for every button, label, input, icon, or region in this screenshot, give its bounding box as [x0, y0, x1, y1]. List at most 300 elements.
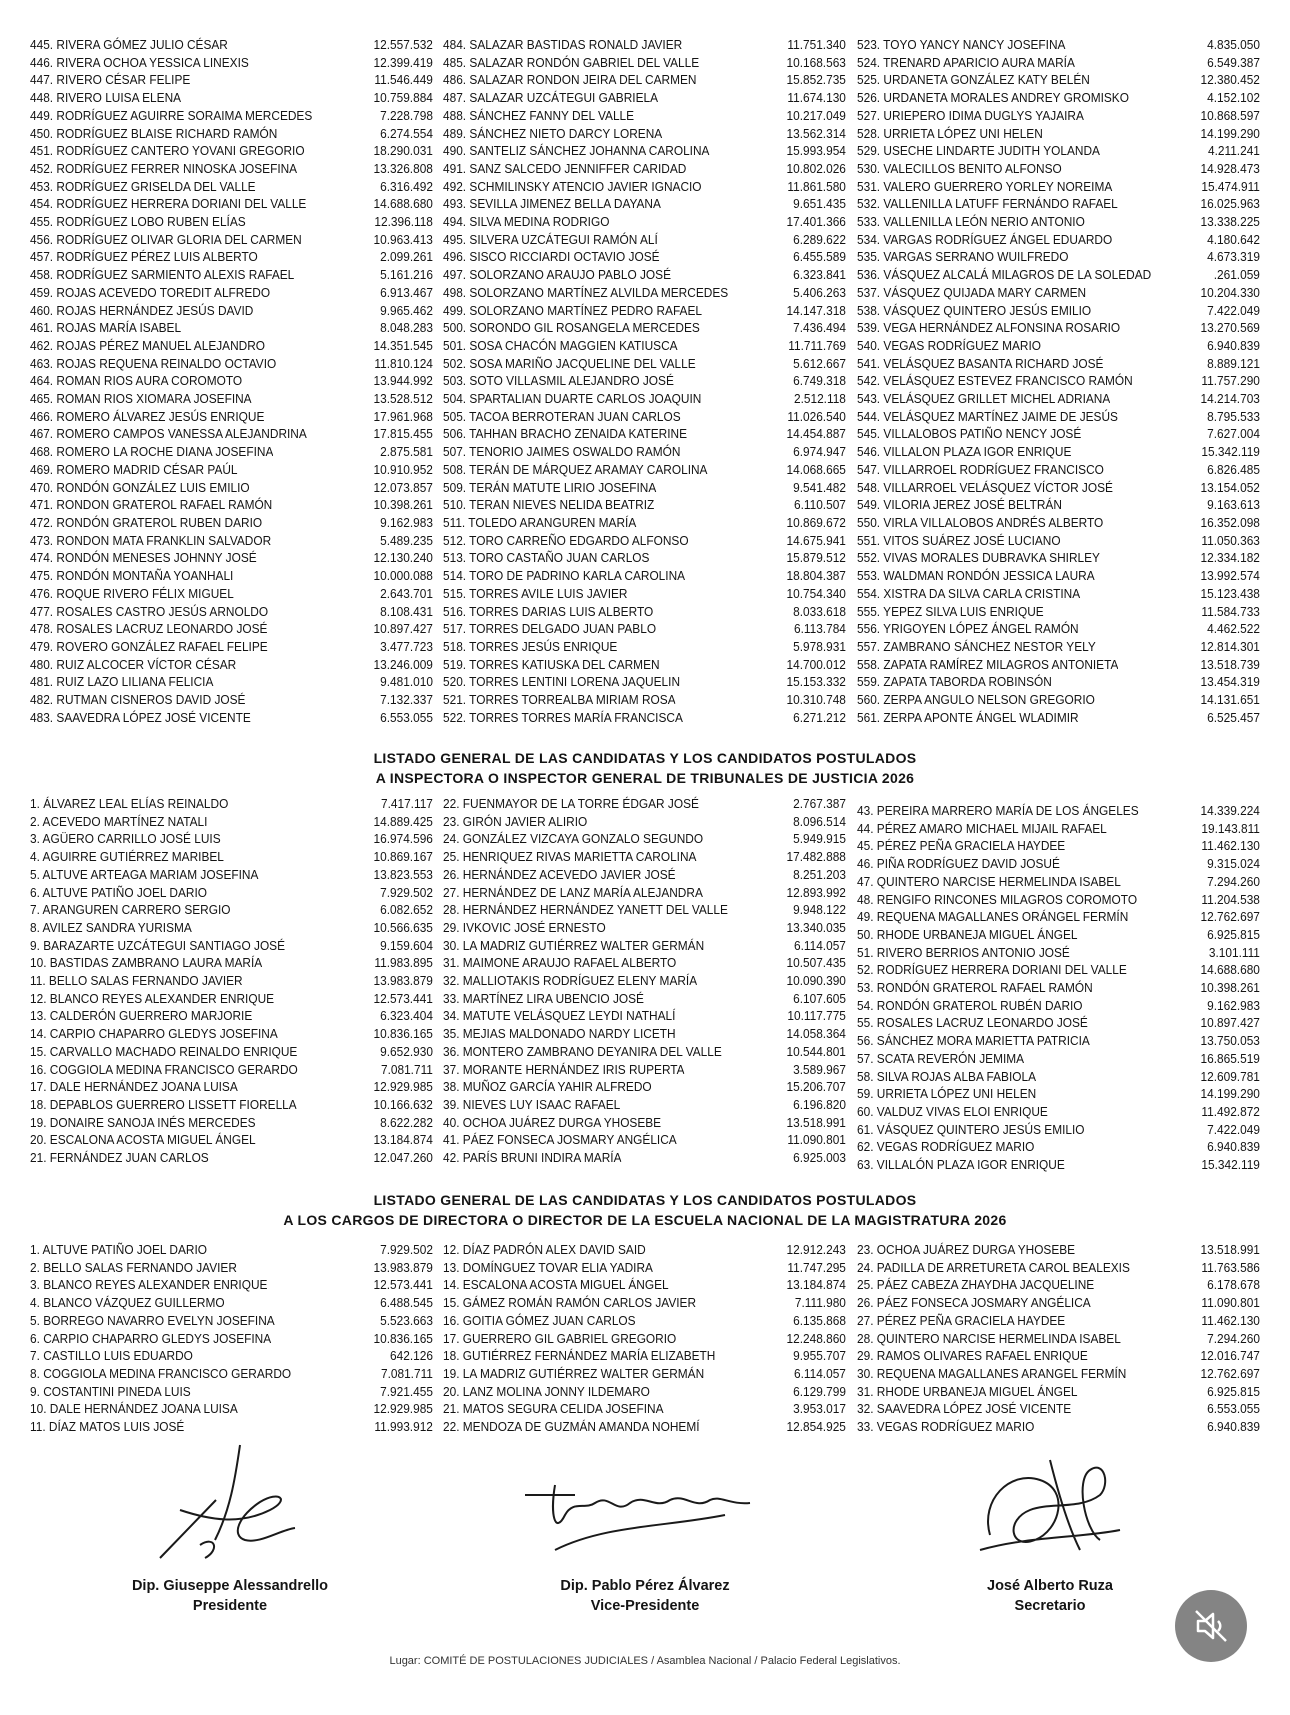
candidate-id-number: 6.196.820 — [793, 1096, 847, 1112]
candidate-id-number: 12.929.985 — [373, 1401, 433, 1417]
list-column-3 — [857, 36, 1260, 726]
candidate-name: 32. SAAVEDRA LÓPEZ JOSÉ VICENTE — [856, 1401, 1071, 1417]
candidate-name: 15. CARVALLO MACHADO REINALDO ENRIQUE — [30, 1043, 298, 1059]
candidate-row — [857, 89, 1260, 107]
candidate-id-number: 10.398.261 — [1200, 980, 1260, 996]
candidate-name: 500. SORONDO GIL ROSANGELA MERCEDES — [443, 320, 701, 336]
candidate-id-number: 14.068.665 — [786, 461, 847, 477]
candidate-name: 553. WALDMAN RONDÓN JESSICA LAURA — [856, 568, 1095, 584]
candidate-name: 547. VILLARROEL RODRÍGUEZ FRANCISCO — [856, 461, 1104, 477]
candidate-name: 49. REQUENA MAGALLANES ORÁNGEL FERMÍN — [856, 909, 1128, 925]
candidate-id-number: 7.294.260 — [1206, 1330, 1260, 1346]
candidate-id-number: 7.132.337 — [380, 692, 433, 708]
candidate-name: 552. VIVAS MORALES DUBRAVKA SHIRLEY — [856, 550, 1100, 566]
heading-line-2: A LOS CARGOS DE DIRECTORA O DIRECTOR DE LA ESCUELA NACIONAL DE LA MAGISTRATURA 2026 — [283, 1212, 1007, 1228]
candidate-row — [443, 1276, 846, 1294]
candidate-id-number: 8.251.203 — [793, 866, 847, 882]
candidate-row — [30, 848, 433, 866]
candidate-name: 501. SOSA CHACÓN MAGGIEN KATIUSCA — [443, 337, 678, 353]
candidate-name: 47. QUINTERO NARCISE HERMELINDA ISABEL — [856, 873, 1121, 889]
candidate-row — [30, 1025, 433, 1043]
candidate-row — [443, 1259, 846, 1277]
candidate-row — [857, 248, 1260, 266]
candidate-id-number: 11.810.124 — [374, 355, 433, 371]
candidate-name: 462. ROJAS PÉREZ MANUEL ALEJANDRO — [30, 337, 266, 353]
candidate-name: 8. AVILEZ SANDRA YURISMA — [30, 919, 192, 935]
candidate-row — [443, 1061, 846, 1079]
candidate-name: 550. VIRLA VILLALOBOS ANDRÉS ALBERTO — [856, 514, 1103, 530]
candidate-row — [443, 954, 846, 972]
list-column-3 — [857, 795, 1260, 1174]
candidate-name: 45. PÉREZ PEÑA GRACIELA HAYDEE — [856, 838, 1065, 854]
candidate-id-number: 6.274.554 — [380, 125, 433, 141]
candidate-id-number: 5.523.663 — [380, 1312, 433, 1328]
candidate-name: 6. ALTUVE PATIÑO JOEL DARIO — [30, 884, 207, 900]
candidate-row — [857, 1103, 1260, 1121]
candidate-row — [30, 213, 433, 231]
candidate-id-number: 6.129.799 — [793, 1383, 847, 1399]
candidate-id-number: 8.096.514 — [793, 813, 847, 829]
signer-role: Vice-Presidente — [590, 1598, 700, 1614]
candidate-id-number: 16.025.963 — [1200, 196, 1260, 212]
candidate-row — [857, 1365, 1260, 1383]
candidate-id-number: 2.767.387 — [793, 796, 847, 811]
candidate-id-number: 15.879.512 — [786, 550, 847, 566]
candidate-id-number: 10.802.026 — [786, 160, 847, 176]
candidate-id-number: 6.925.815 — [1206, 926, 1260, 942]
candidate-row — [857, 620, 1260, 638]
candidate-id-number: 2.512.118 — [794, 391, 847, 407]
candidate-id-number: 6.749.318 — [793, 373, 847, 389]
candidate-name: 50. RHODE URBANEJA MIGUEL ÁNGEL — [856, 926, 1078, 942]
candidate-id-number: 15.993.954 — [786, 143, 847, 159]
candidate-name: 8. COGGIOLA MEDINA FRANCISCO GERARDO — [30, 1365, 292, 1381]
candidate-name: 542. VELÁSQUEZ ESTEVEZ FRANCISCO RAMÓN — [856, 373, 1133, 389]
candidate-row — [443, 848, 846, 866]
candidate-row — [857, 195, 1260, 213]
candidate-row — [857, 1259, 1260, 1277]
candidate-name: 548. VILLARROEL VELÁSQUEZ VÍCTOR JOSÉ — [856, 479, 1113, 495]
candidate-row — [443, 638, 846, 656]
candidate-id-number: 10.507.435 — [786, 955, 847, 971]
candidate-row — [30, 1330, 433, 1348]
candidate-row — [30, 691, 433, 709]
candidate-id-number: 11.546.449 — [374, 72, 433, 88]
candidate-row — [857, 1085, 1260, 1103]
candidate-id-number: 11.462.130 — [1201, 838, 1260, 854]
candidate-id-number: 7.228.798 — [380, 107, 433, 123]
candidate-row — [857, 656, 1260, 674]
candidate-name: 42. PARÍS BRUNI INDIRA MARÍA — [443, 1150, 622, 1166]
candidate-name: 560. ZERPA ANGULO NELSON GREGORIO — [856, 692, 1095, 708]
muted-speaker-icon — [1192, 1607, 1230, 1645]
candidate-id-number: 8.048.283 — [380, 320, 433, 336]
candidate-id-number: 17.815.455 — [373, 426, 433, 442]
candidate-name: 485. SALAZAR RONDÓN GABRIEL DEL VALLE — [443, 54, 700, 70]
candidate-id-number: 10.566.635 — [373, 919, 433, 935]
candidate-row — [443, 1149, 846, 1167]
candidate-row — [30, 1259, 433, 1277]
candidate-name: 24. GONZÁLEZ VIZCAYA GONZALO SEGUNDO — [443, 831, 704, 847]
candidate-row — [30, 990, 433, 1008]
candidate-name: 10. BASTIDAS ZAMBRANO LAURA MARÍA — [30, 955, 263, 971]
candidate-row — [30, 479, 433, 497]
candidate-name: 524. TRENARD APARICIO AURA MARÍA — [856, 54, 1075, 70]
candidate-row — [30, 937, 433, 955]
candidate-row — [443, 266, 846, 284]
candidate-id-number: 16.352.098 — [1200, 514, 1260, 530]
candidate-name: 39. NIEVES LUY ISAAC RAFAEL — [443, 1096, 621, 1112]
candidate-id-number: 16.865.519 — [1200, 1050, 1260, 1066]
candidate-id-number: 13.518.991 — [1200, 1242, 1260, 1257]
candidate-id-number: 8.795.533 — [1206, 408, 1260, 424]
candidate-row — [443, 1241, 846, 1259]
candidate-row — [30, 372, 433, 390]
candidate-id-number: 12.073.857 — [373, 479, 433, 495]
candidate-row — [30, 603, 433, 621]
candidate-id-number: 17.401.366 — [786, 214, 847, 230]
candidate-name: 556. YRIGOYEN LÓPEZ ÁNGEL RAMÓN — [856, 621, 1079, 637]
candidate-id-number: 11.763.586 — [1201, 1259, 1260, 1275]
candidate-row — [30, 1043, 433, 1061]
candidate-name: 517. TORRES DELGADO JUAN PABLO — [443, 621, 657, 637]
candidate-name: 23. OCHOA JUÁREZ DURGA YHOSEBE — [856, 1242, 1075, 1257]
candidate-name: 461. ROJAS MARÍA ISABEL — [30, 320, 182, 336]
candidate-name: 54. RONDÓN GRATEROL RUBÉN DARIO — [856, 997, 1083, 1013]
candidate-row — [443, 567, 846, 585]
candidate-row — [30, 1114, 433, 1132]
candidate-row — [30, 866, 433, 884]
candidate-name: 48. RENGIFO RINCONES MILAGROS COROMOTO — [856, 891, 1137, 907]
candidate-name: 475. RONDÓN MONTAÑA YOANHALI — [30, 568, 234, 584]
candidate-id-number: 11.983.895 — [374, 955, 433, 971]
candidate-row — [443, 107, 846, 125]
candidate-row — [857, 549, 1260, 567]
candidate-id-number: 11.757.290 — [1201, 373, 1260, 389]
candidate-id-number: 6.925.003 — [793, 1150, 847, 1166]
candidate-name: 555. YEPEZ SILVA LUIS ENRIQUE — [856, 603, 1044, 619]
candidate-row — [30, 901, 433, 919]
candidate-row — [443, 461, 846, 479]
signer-name: Dip. Pablo Pérez Álvarez — [560, 1578, 730, 1594]
candidate-name: 57. SCATA REVERÓN JEMIMA — [856, 1050, 1024, 1066]
candidate-id-number: 12.762.697 — [1200, 1365, 1260, 1381]
candidate-name: 25. PÁEZ CABEZA ZHAYDHA JACQUELINE — [856, 1277, 1094, 1293]
candidate-name: 512. TORO CARREÑO EDGARDO ALFONSO — [443, 532, 689, 548]
candidate-id-number: 15.342.119 — [1201, 444, 1260, 460]
candidate-id-number: 642.126 — [390, 1348, 433, 1364]
candidate-id-number: 14.688.680 — [373, 196, 433, 212]
candidate-name: 509. TERÁN MATUTE LIRIO JOSEFINA — [443, 479, 657, 495]
candidate-row — [857, 1014, 1260, 1032]
candidate-row — [443, 709, 846, 727]
candidate-row — [443, 549, 846, 567]
list-column-2 — [443, 795, 846, 1174]
candidate-id-number: 4.462.522 — [1206, 621, 1260, 637]
candidate-name: 492. SCHMILINSKY ATENCIO JAVIER IGNACIO — [443, 178, 702, 194]
candidate-name: 551. VITOS SUÁREZ JOSÉ LUCIANO — [856, 532, 1061, 548]
candidate-name: 519. TORRES KATIUSKA DEL CARMEN — [443, 656, 660, 672]
candidate-row — [857, 355, 1260, 373]
signature-secretary — [890, 1440, 1210, 1616]
candidate-id-number: 18.804.387 — [786, 568, 847, 584]
candidate-name: 23. GIRÓN JAVIER ALIRIO — [443, 813, 588, 829]
candidate-row — [30, 567, 433, 585]
candidate-name: 18. DEPABLOS GUERRERO LISSETT FIORELLA — [30, 1096, 297, 1112]
candidate-name: 61. VÁSQUEZ QUINTERO JESÚS EMILIO — [856, 1121, 1085, 1137]
candidate-id-number: 12.399.419 — [373, 54, 433, 70]
candidate-name: 19. DONAIRE SANOJA INÉS MERCEDES — [30, 1114, 256, 1130]
candidate-name: 499. SOLORZANO MARTÍNEZ PEDRO RAFAEL — [443, 302, 703, 318]
candidate-name: 465. ROMAN RIOS XIOMARA JOSEFINA — [30, 391, 252, 407]
candidate-row — [30, 1294, 433, 1312]
candidate-row — [857, 997, 1260, 1015]
candidate-row — [30, 266, 433, 284]
candidate-row — [443, 830, 846, 848]
candidate-row — [30, 1149, 433, 1167]
candidate-row — [857, 514, 1260, 532]
candidate-name: 549. VILORIA JEREZ JOSÉ BELTRÁN — [856, 497, 1062, 513]
candidate-row — [443, 1025, 846, 1043]
candidate-id-number: 6.488.545 — [380, 1295, 433, 1311]
candidate-name: 460. ROJAS HERNÁNDEZ JESÚS DAVID — [30, 302, 254, 318]
candidate-name: 29. RAMOS OLIVARES RAFAEL ENRIQUE — [856, 1348, 1088, 1364]
candidate-row — [443, 142, 846, 160]
candidate-row — [30, 461, 433, 479]
candidate-name: 448. RIVERO LUISA ELENA — [30, 90, 182, 106]
candidate-name: 506. TAHHAN BRACHO ZENAIDA KATERINE — [443, 426, 688, 442]
candidate-name: 536. VÁSQUEZ ALCALÁ MILAGROS DE LA SOLEDAD — [856, 267, 1151, 283]
candidate-row — [857, 820, 1260, 838]
candidate-row — [857, 36, 1260, 54]
candidate-row — [30, 1131, 433, 1149]
candidate-row — [857, 443, 1260, 461]
candidate-name: 28. QUINTERO NARCISE HERMELINDA ISABEL — [856, 1330, 1121, 1346]
candidate-row — [30, 532, 433, 550]
candidate-name: 532. VALLENILLA LATUFF FERNÁNDO RAFAEL — [856, 196, 1118, 212]
candidate-name: 14. ESCALONA ACOSTA MIGUEL ÁNGEL — [443, 1277, 669, 1293]
candidate-name: 464. ROMAN RIOS AURA COROMOTO — [30, 373, 243, 389]
candidate-id-number: 14.700.012 — [786, 656, 847, 672]
candidate-row — [30, 36, 433, 54]
candidate-name: 24. PADILLA DE ARRETURETA CAROL BEALEXIS — [856, 1259, 1130, 1275]
candidate-row — [443, 1347, 846, 1365]
candidate-name: 20. LANZ MOLINA JONNY ILDEMARO — [443, 1383, 651, 1399]
candidate-row — [857, 1294, 1260, 1312]
candidate-row — [30, 408, 433, 426]
candidate-id-number: 6.323.841 — [793, 267, 847, 283]
candidate-id-number: 13.983.879 — [373, 973, 433, 989]
candidate-id-number: 6.271.212 — [793, 709, 847, 725]
candidate-name: 457. RODRÍGUEZ PÉREZ LUIS ALBERTO — [30, 249, 258, 265]
candidate-id-number: 7.111.980 — [795, 1295, 847, 1311]
candidate-name: 35. MEJIAS MALDONADO NARDY LICETH — [443, 1026, 676, 1042]
candidate-row — [443, 496, 846, 514]
candidate-row — [857, 178, 1260, 196]
candidate-id-number: 6.082.652 — [380, 902, 433, 918]
candidate-id-number: 11.747.295 — [787, 1259, 847, 1275]
candidate-name: 449. RODRÍGUEZ AGUIRRE SORAIMA MERCEDES — [30, 107, 313, 123]
candidate-row — [443, 1365, 846, 1383]
candidate-name: 513. TORO CASTAÑO JUAN CARLOS — [443, 550, 650, 566]
candidate-id-number: 14.675.941 — [786, 532, 847, 548]
candidate-row — [443, 71, 846, 89]
candidate-id-number: 13.562.314 — [786, 125, 847, 141]
candidate-name: 482. RUTMAN CISNEROS DAVID JOSÉ — [30, 692, 246, 708]
candidate-name: 445. RIVERA GÓMEZ JULIO CÉSAR — [30, 37, 228, 52]
candidate-row — [443, 355, 846, 373]
list-column-1 — [30, 36, 433, 726]
candidate-row — [443, 1007, 846, 1025]
candidate-id-number: 2.099.261 — [380, 249, 433, 265]
candidate-name: 487. SALAZAR UZCÁTEGUI GABRIELA — [443, 90, 659, 106]
candidate-id-number: 11.584.733 — [1201, 603, 1260, 619]
candidate-row — [443, 1096, 846, 1114]
candidate-id-number: 13.154.052 — [1200, 479, 1260, 495]
candidate-id-number: 7.627.004 — [1206, 426, 1260, 442]
candidate-id-number: 9.159.604 — [380, 937, 433, 953]
candidate-row — [443, 125, 846, 143]
candidate-name: 493. SEVILLA JIMENEZ BELLA DAYANA — [443, 196, 662, 212]
candidate-id-number: 6.316.492 — [380, 178, 433, 194]
candidate-row — [857, 1138, 1260, 1156]
heading-line-1: LISTADO GENERAL DE LAS CANDIDATAS Y LOS CANDIDATOS POSTULADOS — [373, 750, 917, 766]
candidate-row — [857, 496, 1260, 514]
candidate-row — [443, 337, 846, 355]
candidate-id-number: 17.482.888 — [786, 849, 847, 865]
candidate-name: 2. ACEVEDO MARTÍNEZ NATALI — [30, 813, 208, 829]
candidate-id-number: 9.651.435 — [793, 196, 847, 212]
inspector-candidate-list — [30, 795, 1260, 1174]
candidate-id-number: 13.338.225 — [1200, 214, 1260, 230]
candidate-id-number: 10.090.390 — [786, 973, 847, 989]
candidate-name: 55. ROSALES LACRUZ LEONARDO JOSÉ — [856, 1015, 1088, 1031]
candidate-row — [443, 479, 846, 497]
candidate-id-number: 13.944.992 — [373, 373, 433, 389]
candidate-id-number: 10.217.049 — [786, 107, 847, 123]
candidate-row — [30, 1347, 433, 1365]
signature-president — [70, 1440, 390, 1616]
candidate-row — [30, 1365, 433, 1383]
candidate-id-number: 9.162.983 — [1206, 997, 1260, 1013]
mute-toggle-button[interactable] — [1175, 1590, 1247, 1662]
candidate-id-number: 3.101.111 — [1208, 944, 1260, 960]
candidate-name: 44. PÉREZ AMARO MICHAEL MIJAIL RAFAEL — [856, 820, 1107, 836]
candidate-row — [443, 302, 846, 320]
candidate-name: 539. VEGA HERNÁNDEZ ALFONSINA ROSARIO — [856, 320, 1120, 336]
candidate-id-number: 2.875.581 — [380, 444, 433, 460]
candidate-name: 495. SILVERA UZCÁTEGUI RAMÓN ALÍ — [443, 231, 659, 247]
candidate-id-number: 7.422.049 — [1206, 302, 1260, 318]
candidate-row — [857, 891, 1260, 909]
candidate-id-number: 9.965.462 — [380, 302, 433, 318]
candidate-row — [30, 496, 433, 514]
candidate-id-number: 14.214.703 — [1200, 391, 1260, 407]
candidate-row — [857, 1032, 1260, 1050]
candidate-name: 447. RIVERO CÉSAR FELIPE — [30, 72, 191, 88]
candidate-name: 22. MENDOZA DE GUZMÁN AMANDA NOHEMÍ — [443, 1419, 700, 1435]
candidate-name: 545. VILLALOBOS PATIÑO NENCY JOSÉ — [856, 426, 1081, 442]
candidate-row — [857, 71, 1260, 89]
candidate-row — [857, 1241, 1260, 1259]
candidate-row — [443, 1078, 846, 1096]
candidate-row — [30, 248, 433, 266]
candidate-id-number: 14.199.290 — [1200, 1086, 1260, 1102]
candidate-name: 504. SPARTALIAN DUARTE CARLOS JOAQUIN — [443, 391, 702, 407]
candidate-row — [857, 873, 1260, 891]
candidate-row — [857, 390, 1260, 408]
candidate-id-number: 15.153.332 — [786, 674, 847, 690]
candidate-name: 521. TORRES TORREALBA MIRIAM ROSA — [443, 692, 676, 708]
candidate-row — [30, 337, 433, 355]
candidate-name: 490. SANTELIZ SÁNCHEZ JOHANNA CAROLINA — [443, 143, 710, 159]
candidate-id-number: 5.612.667 — [793, 355, 847, 371]
candidate-name: 17. GUERRERO GIL GABRIEL GREGORIO — [443, 1330, 677, 1346]
candidate-row — [857, 107, 1260, 125]
candidate-id-number: 9.163.613 — [1206, 497, 1260, 513]
candidate-name: 53. RONDÓN GRATEROL RAFAEL RAMÓN — [856, 980, 1093, 996]
candidate-name: 31. MAIMONE ARAUJO RAFAEL ALBERTO — [443, 955, 677, 971]
handwritten-signature-icon — [515, 1455, 775, 1570]
candidate-name: 498. SOLORZANO MARTÍNEZ ALVILDA MERCEDES — [443, 284, 729, 300]
candidate-id-number: 6.974.947 — [793, 444, 847, 460]
candidate-name: 471. RONDON GRATEROL RAFAEL RAMÓN — [30, 497, 273, 513]
list-column-1 — [30, 1241, 433, 1436]
candidate-id-number: 6.940.839 — [1206, 1139, 1260, 1155]
heading-line-2: A INSPECTORA O INSPECTOR GENERAL DE TRIBUNALES DE JUSTICIA 2026 — [375, 770, 915, 786]
candidate-name: 523. TOYO YANCY NANCY JOSEFINA — [856, 37, 1066, 52]
candidate-name: 530. VALECILLOS BENITO ALFONSO — [856, 160, 1062, 176]
candidate-id-number: 6.113.784 — [794, 621, 847, 637]
candidate-id-number: 11.204.538 — [1201, 891, 1260, 907]
candidate-name: 526. URDANETA MORALES ANDREY GROMISKO — [856, 90, 1129, 106]
candidate-id-number: 12.609.781 — [1200, 1068, 1260, 1084]
candidate-name: 14. CARPIO CHAPARRO GLEDYS JOSEFINA — [30, 1026, 278, 1042]
candidate-id-number: 14.339.224 — [1200, 803, 1260, 818]
candidate-name: 473. RONDON MATA FRANKLIN SALVADOR — [30, 532, 272, 548]
candidate-row — [30, 1061, 433, 1079]
candidate-row — [443, 1294, 846, 1312]
candidate-name: 56. SÁNCHEZ MORA MARIETTA PATRICIA — [856, 1033, 1090, 1049]
candidate-id-number: 6.289.622 — [793, 231, 847, 247]
candidate-id-number: 13.823.553 — [373, 866, 433, 882]
candidate-row — [30, 160, 433, 178]
candidate-row — [857, 567, 1260, 585]
candidate-name: 33. MARTÍNEZ LIRA UBENCIO JOSÉ — [443, 990, 645, 1006]
candidate-name: 16. COGGIOLA MEDINA FRANCISCO GERARDO — [30, 1061, 298, 1077]
candidate-name: 10. DALE HERNÁNDEZ JOANA LUISA — [30, 1401, 238, 1417]
candidate-name: 486. SALAZAR RONDON JEIRA DEL CARMEN — [443, 72, 697, 88]
candidate-id-number: 14.889.425 — [373, 813, 433, 829]
candidate-row — [443, 213, 846, 231]
candidate-row — [857, 142, 1260, 160]
candidate-row — [30, 125, 433, 143]
candidate-row — [443, 901, 846, 919]
candidate-name: 533. VALLENILLA LEÓN NERIO ANTONIO — [856, 214, 1085, 230]
candidate-name: 476. ROQUE RIVERO FÉLIX MIGUEL — [30, 585, 234, 601]
candidate-row — [30, 302, 433, 320]
candidate-id-number: 13.270.569 — [1200, 320, 1260, 336]
candidate-id-number: 7.422.049 — [1206, 1121, 1260, 1137]
candidate-id-number: 13.184.874 — [786, 1277, 847, 1293]
candidate-name: 4. AGUIRRE GUTIÉRREZ MARIBEL — [30, 849, 224, 865]
candidate-name: 30. LA MADRIZ GUTIÉRREZ WALTER GERMÁN — [443, 937, 705, 953]
candidate-name: 527. URIEPERO IDIMA DUGLYS YAJAIRA — [856, 107, 1084, 123]
candidate-name: 12. BLANCO REYES ALEXANDER ENRIQUE — [30, 990, 275, 1006]
candidate-name: 543. VELÁSQUEZ GRILLET MICHEL ADRIANA — [856, 391, 1110, 407]
candidate-row — [443, 231, 846, 249]
candidate-row — [857, 284, 1260, 302]
